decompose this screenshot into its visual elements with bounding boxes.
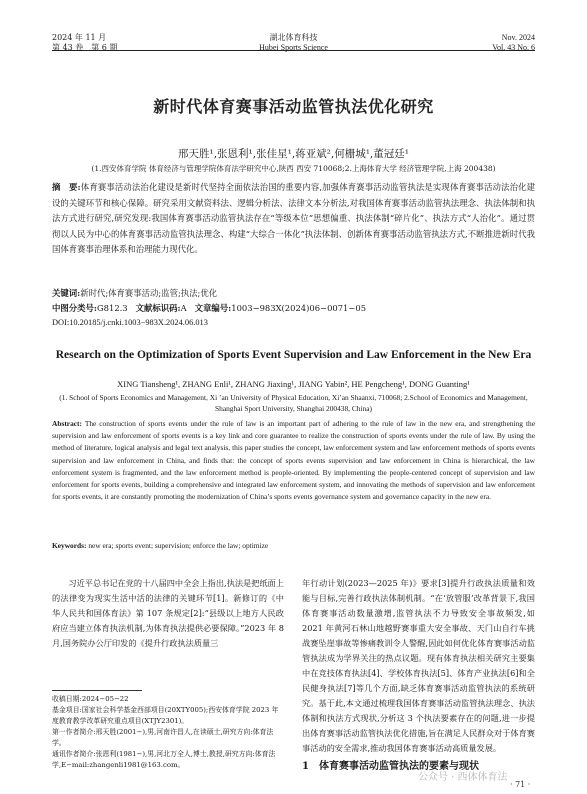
abstract-en (52, 418, 535, 503)
header-date-en: Nov. 2024 (501, 33, 535, 42)
article-number-value: 1003−983X(2024)06−0071−05 (231, 303, 367, 313)
article-number-label: 文章编号: (194, 303, 232, 313)
affiliations-en: (1. School of Sports Economics and Management, Xi ’an University of Physical Education, Xi’an Shaanxi, 710068; 2.School of Economics and Management, Shanghai Sport University, Shanghai 200438, China) (59, 393, 528, 413)
keywords-en-label: Keywords: (52, 541, 87, 550)
clc-label: 中图分类号: (52, 303, 97, 313)
doi-line[interactable]: DOI:10.20185/j.cnki.1003−983X.2024.06.013 (52, 318, 208, 327)
affiliations-cn: (1.西安体育学院 体育经济与管理学院体育法学研究中心,陕西 西安 710068;2.上海体育大学 经济管理学院,上海 200438) (91, 164, 496, 173)
header-journal-en: Hubei Sports Science (259, 43, 328, 52)
body-left-paragraph: 习近平总书记在党的十八届四中全会上指出,执法是把纸面上的法律变为现实生活中活的法律的关键环节[1]。新修订的《中华人民共和国体育法》第 107 条规定[2]:“县级以上地方人民政府应当建立体育执法机制,为体育执法提供必要保障。”2023 年 8 月,国务院办公厅印发的《提升行政执法质量三 (52, 578, 284, 648)
keywords-cn-label: 关键词: (52, 288, 81, 298)
abstract-cn (52, 180, 535, 258)
doc-code-value: A (180, 303, 187, 313)
footnote-funding: 基金项目:国家社会科学基金西部项目(20XTY005);西安体育学院 2023 年度教育教学改革研究重点项目(XTJY2301)。 (52, 706, 279, 725)
abstract-en-label: Abstract: (52, 419, 82, 428)
classification-line (52, 302, 535, 315)
watermark: 公众号 · 西体体育法 (418, 772, 508, 783)
header-rule (52, 50, 535, 51)
footnote-rule (52, 690, 142, 691)
footnotes (52, 694, 284, 771)
doc-code-label: 文献标识码: (135, 303, 181, 313)
footnote-first-author: 第一作者简介:邢天胜(2001−),男,河南许昌人,在读硕士,研究方向:体育法学。 (52, 728, 274, 747)
authors-en: XING Tiansheng¹, ZHANG Enli¹, ZHANG Jiaxing¹, JIANG Yabin², HE Pengcheng¹, DONG Guanting¹ (117, 379, 470, 389)
paper-title-cn: 新时代体育赛事活动监管执法优化研究 (153, 97, 434, 116)
header-volume-en: Vol. 43 No. 6 (492, 43, 535, 52)
keywords-cn-text: 新时代;体育赛事活动;监管;执法;优化 (80, 288, 218, 298)
abstract-cn-text: 体育赛事活动法治化建设是新时代坚持全面依法治国的重要内容,加强体育赛事活动监管执法是实现体育赛事活动法治化建设的关键环节和核心保障。研究采用文献资料法、逻辑分析法、法律文本分析法,对我国体育赛事活动监管执法理念、执法体制和执法方式进行研究,研究发现:我国体育赛事活动监管执法存在“等级本位”思想偏重、执法体制“碎片化”、执法方式“人治化”。通过贯彻以人民为中心的体育赛事活动监管执法理念、构建“大综合一体化”执法体制、创新体育赛事活动监管执法方式,不断推进新时代我国体育赛事治理体系和治理能力现代化。 (52, 182, 535, 254)
header-journal-cn: 湖北体育科技 (269, 33, 318, 42)
keywords-en-text: new era; sports event; supervision; enforce the law; optimize (88, 541, 269, 550)
footnote-received: 收稿日期:2024−05−22 (52, 695, 129, 703)
abstract-cn-label: 摘 要: (52, 182, 81, 192)
header-date-cn: 2024 年 11 月 (52, 33, 107, 42)
authors-cn: 邢天胜¹,张恩利¹,张佳星¹,蒋亚斌²,何栅城¹,董冠廷¹ (178, 148, 409, 160)
section-heading: 1 体育赛事活动监管执法的要素与现状 (302, 761, 479, 772)
footnote-corresponding-author: 通讯作者简介:张恩利(1981−),男,河北万全人,博士,教授,研究方向:体育法学,E−mail:zhangenli1981@163.com。 (52, 750, 276, 769)
page-number: · 71 · (510, 780, 531, 789)
keywords-cn (52, 287, 535, 300)
paper-title-en: Research on the Optimization of Sports Event Supervision and Law Enforcement in the New Era (55, 349, 532, 361)
body-right-paragraph: 年行动计划(2023—2025 年)》要求[3]提升行政执法质量和效能与目标,完善行政执法体制机制。“在‘放管服’改革背景下,我国体育赛事活动数量激增,监管执法不力导致安全事故频发,如 2021 年黄河石林山地越野赛事重大安全事故、天门山自行车挑战赛坠崖事故等惨痛教训令人警醒,因此如何优化体育赛事活动监管执法成为学界关注的热点议题。现有体育执法相关研究主要集中在竞技体育执法[4]、学校体育执法[5]、体育产业执法[6]和全民健身执法[7]等几个方面,缺乏体育赛事活动监管执法的系统研究。基于此,本文通过梳理我国体育赛事活动监管执法理念、执法体制和执法方式现状,分析这 3 个执法要素存在的问题,进一步提出体育赛事活动监管执法优化措施,旨在满足人民群众对于体育赛事活动的安全需求,推动我国体育赛事活动高质量发展。 (302, 578, 535, 753)
header-volume-cn: 第 43 卷 第 6 期 (52, 43, 118, 52)
abstract-en-text: The construction of sports events under the rule of law is an important part of adhering to the rule of law in the new era, and strengthening the supervision and law enforcement of sports events is a key link and core guarantee to realize the construction of sports events under the rule of law. By using the method of literature, logical analysis and legal text analysis, this paper studies the concept, law enforcement system and law enforcement methods of sports events supervision and law enforcement in China, and finds that: the concept of sports events supervision and law enforcement in China is hierarchical, the law enforcement system is fragmented, and the law enforcement method is people-oriented. By implementing the people-centered concept of supervision and law enforcement for sports events, building a comprehensive and integrated law enforcement system, and innovating the methods of supervision and law enforcement for sports events, it are constantly promoting the modernization of China’s sports events governance system and governance capacity in the new era. (52, 419, 535, 502)
keywords-en (52, 541, 535, 550)
clc-value: G812.3 (96, 303, 128, 313)
